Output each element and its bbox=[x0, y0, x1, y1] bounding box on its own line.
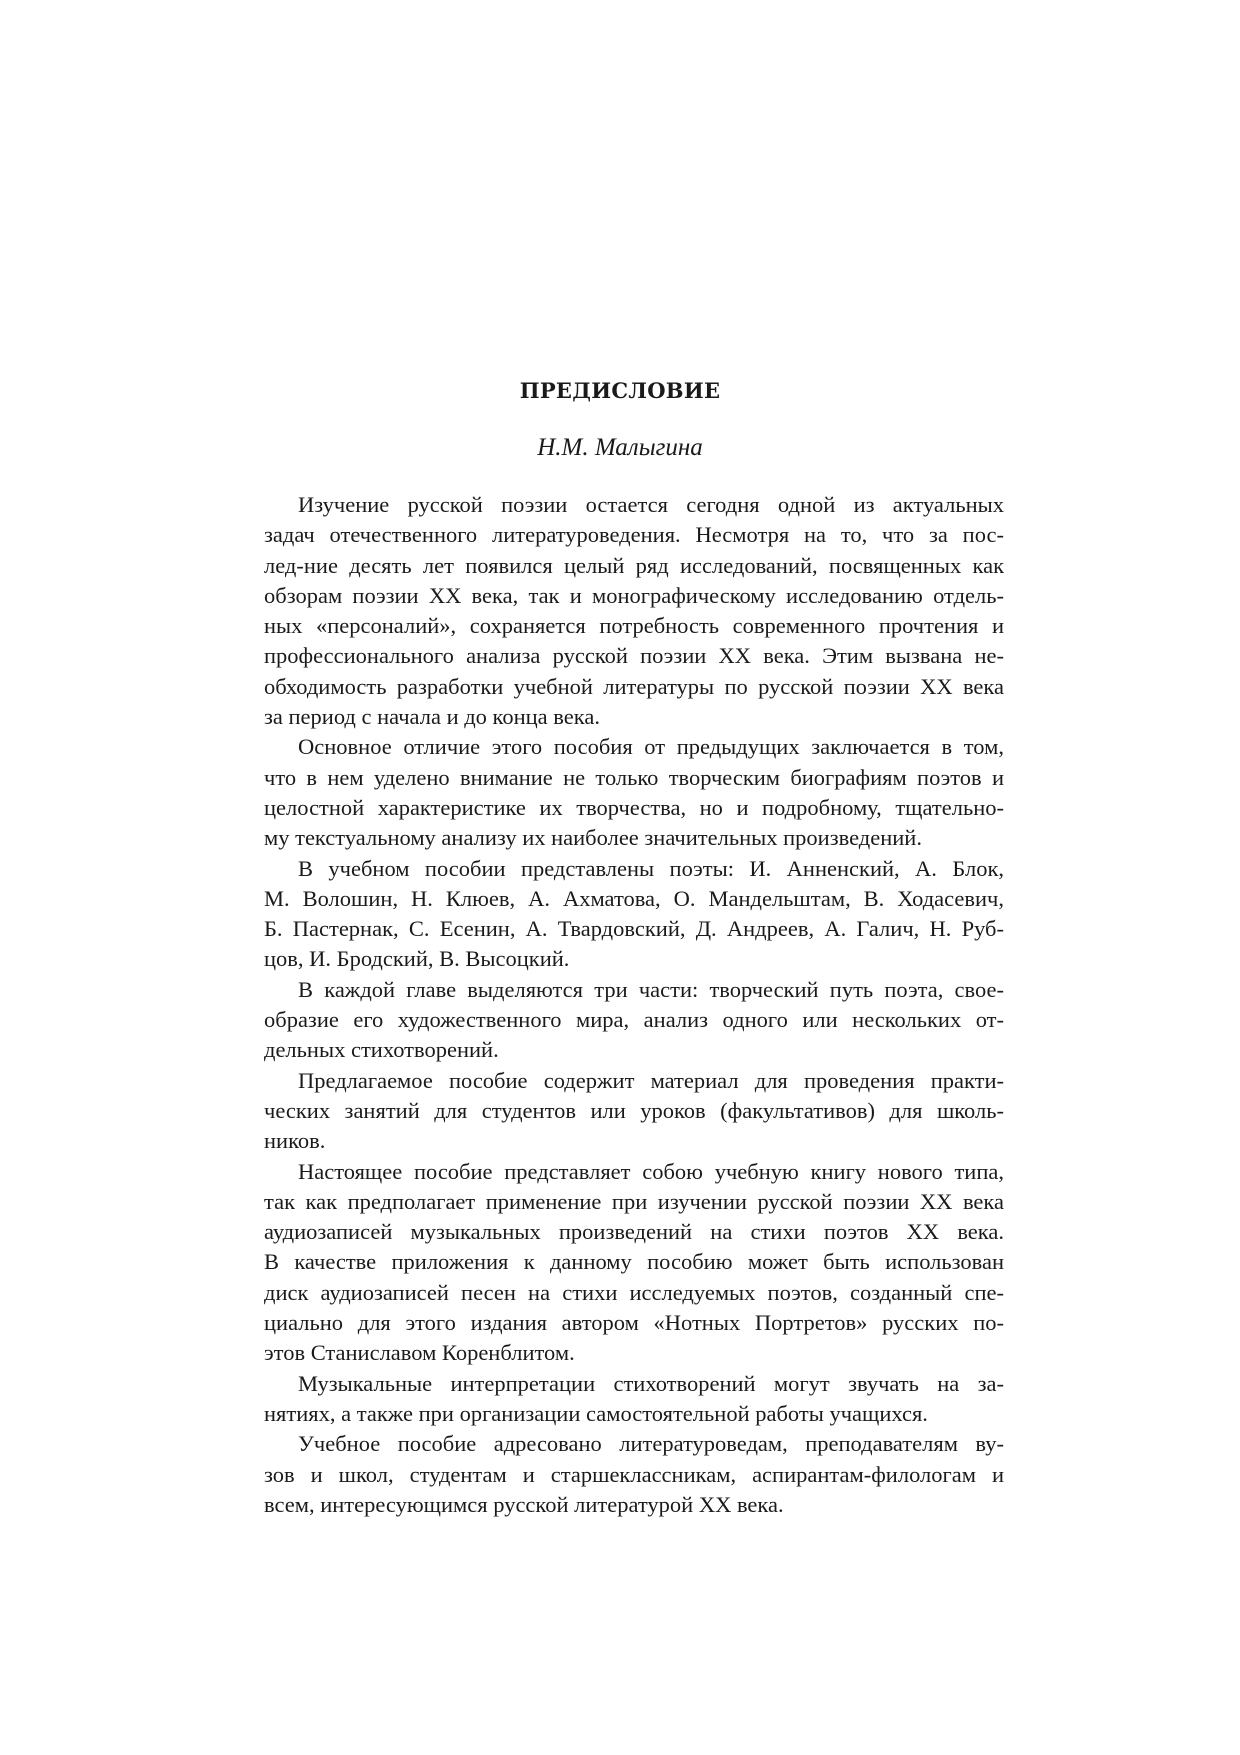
text-line: профессионального анализа русской поэзии XX века. Этим вызвана не- bbox=[264, 643, 1004, 669]
text-line: этов Станиславом Коренблитом. bbox=[264, 1340, 575, 1366]
text-line: лед-ние десять лет появился целый ряд исследований, посвященных как bbox=[264, 552, 1004, 578]
text-line: зов и школ, студентам и старшеклассникам, аспирантам-филологам и bbox=[264, 1461, 1004, 1487]
text-line: В учебном пособии представлены поэты: И. Анненский, А. Блок, bbox=[298, 855, 1004, 881]
text-line: нятиях, а также при организации самостоятельной работы учащихся. bbox=[264, 1400, 928, 1426]
text-line: В качестве приложения к данному пособию может быть использован bbox=[264, 1249, 1004, 1275]
author-name: Н.М. Малыгина bbox=[537, 434, 703, 461]
text-line: задач отечественного литературоведения. Несмотря на то, что за пос- bbox=[264, 522, 1004, 548]
text-line: обзорам поэзии XX века, так и монографическому исследованию отдель- bbox=[264, 582, 1004, 608]
paragraph bbox=[264, 1066, 1004, 1157]
page-title: ПРЕДИСЛОВИЕ bbox=[519, 378, 721, 403]
paragraph bbox=[264, 732, 1004, 853]
text-line: Учебное пособие адресовано литературоведам, преподавателям ву- bbox=[298, 1431, 1004, 1457]
text-line: циально для этого издания автором «Нотных Портретов» русских по- bbox=[264, 1310, 1004, 1336]
preface-body bbox=[264, 490, 1004, 1520]
text-line: ных «персоналий», сохраняется потребность современного прочтения и bbox=[264, 613, 1004, 639]
text-line: В каждой главе выделяются три части: творческий путь поэта, свое- bbox=[298, 976, 1004, 1002]
text-line: диск аудиозаписей песен на стихи исследуемых поэтов, созданный спе- bbox=[264, 1279, 1004, 1305]
paragraph bbox=[264, 1157, 1004, 1369]
text-line: что в нем уделено внимание не только творческим биографиям поэтов и bbox=[264, 764, 1004, 790]
text-line: Настоящее пособие представляет собою учебную книгу нового типа, bbox=[298, 1158, 1004, 1184]
text-line: цов, И. Бродский, В. Высоцкий. bbox=[264, 946, 570, 972]
text-line: так как предполагает применение при изучении русской поэзии XX века bbox=[264, 1188, 1004, 1214]
text-line: ников. bbox=[264, 1128, 326, 1154]
text-line: аудиозаписей музыкальных произведений на стихи поэтов XX века. bbox=[264, 1219, 1004, 1245]
text-line: Б. Пастернак, С. Есенин, А. Твардовский, Д. Андреев, А. Галич, Н. Руб- bbox=[264, 916, 1004, 942]
paragraph bbox=[264, 490, 1004, 732]
text-line: образие его художественного мира, анализ одного или нескольких от- bbox=[264, 1007, 1004, 1033]
text-line: Предлагаемое пособие содержит материал для проведения практи- bbox=[298, 1067, 1004, 1093]
text-line: за период с начала и до конца века. bbox=[264, 704, 600, 730]
text-line: М. Волошин, Н. Клюев, А. Ахматова, О. Мандельштам, В. Ходасевич, bbox=[264, 885, 1004, 911]
text-line: Музыкальные интерпретации стихотворений могут звучать на за- bbox=[298, 1370, 1004, 1396]
text-line: обходимость разработки учебной литературы по русской поэзии XX века bbox=[264, 673, 1004, 699]
paragraph bbox=[264, 975, 1004, 1066]
text-line: му текстуальному анализу их наиболее значительных произведений. bbox=[264, 825, 922, 851]
text-line: ческих занятий для студентов или уроков (факультативов) для школь- bbox=[264, 1097, 1004, 1123]
text-line: Основное отличие этого пособия от предыдущих заключается в том, bbox=[298, 734, 1004, 760]
paragraph bbox=[264, 1429, 1004, 1520]
paragraph bbox=[264, 1369, 1004, 1430]
text-line: всем, интересующимся русской литературой XX века. bbox=[264, 1491, 784, 1517]
paragraph bbox=[264, 854, 1004, 975]
text-line: дельных стихотворений. bbox=[264, 1037, 499, 1063]
text-line: Изучение русской поэзии остается сегодня одной из актуальных bbox=[298, 492, 1004, 517]
text-line: целостной характеристике их творчества, но и подробному, тщательно- bbox=[264, 794, 1004, 820]
